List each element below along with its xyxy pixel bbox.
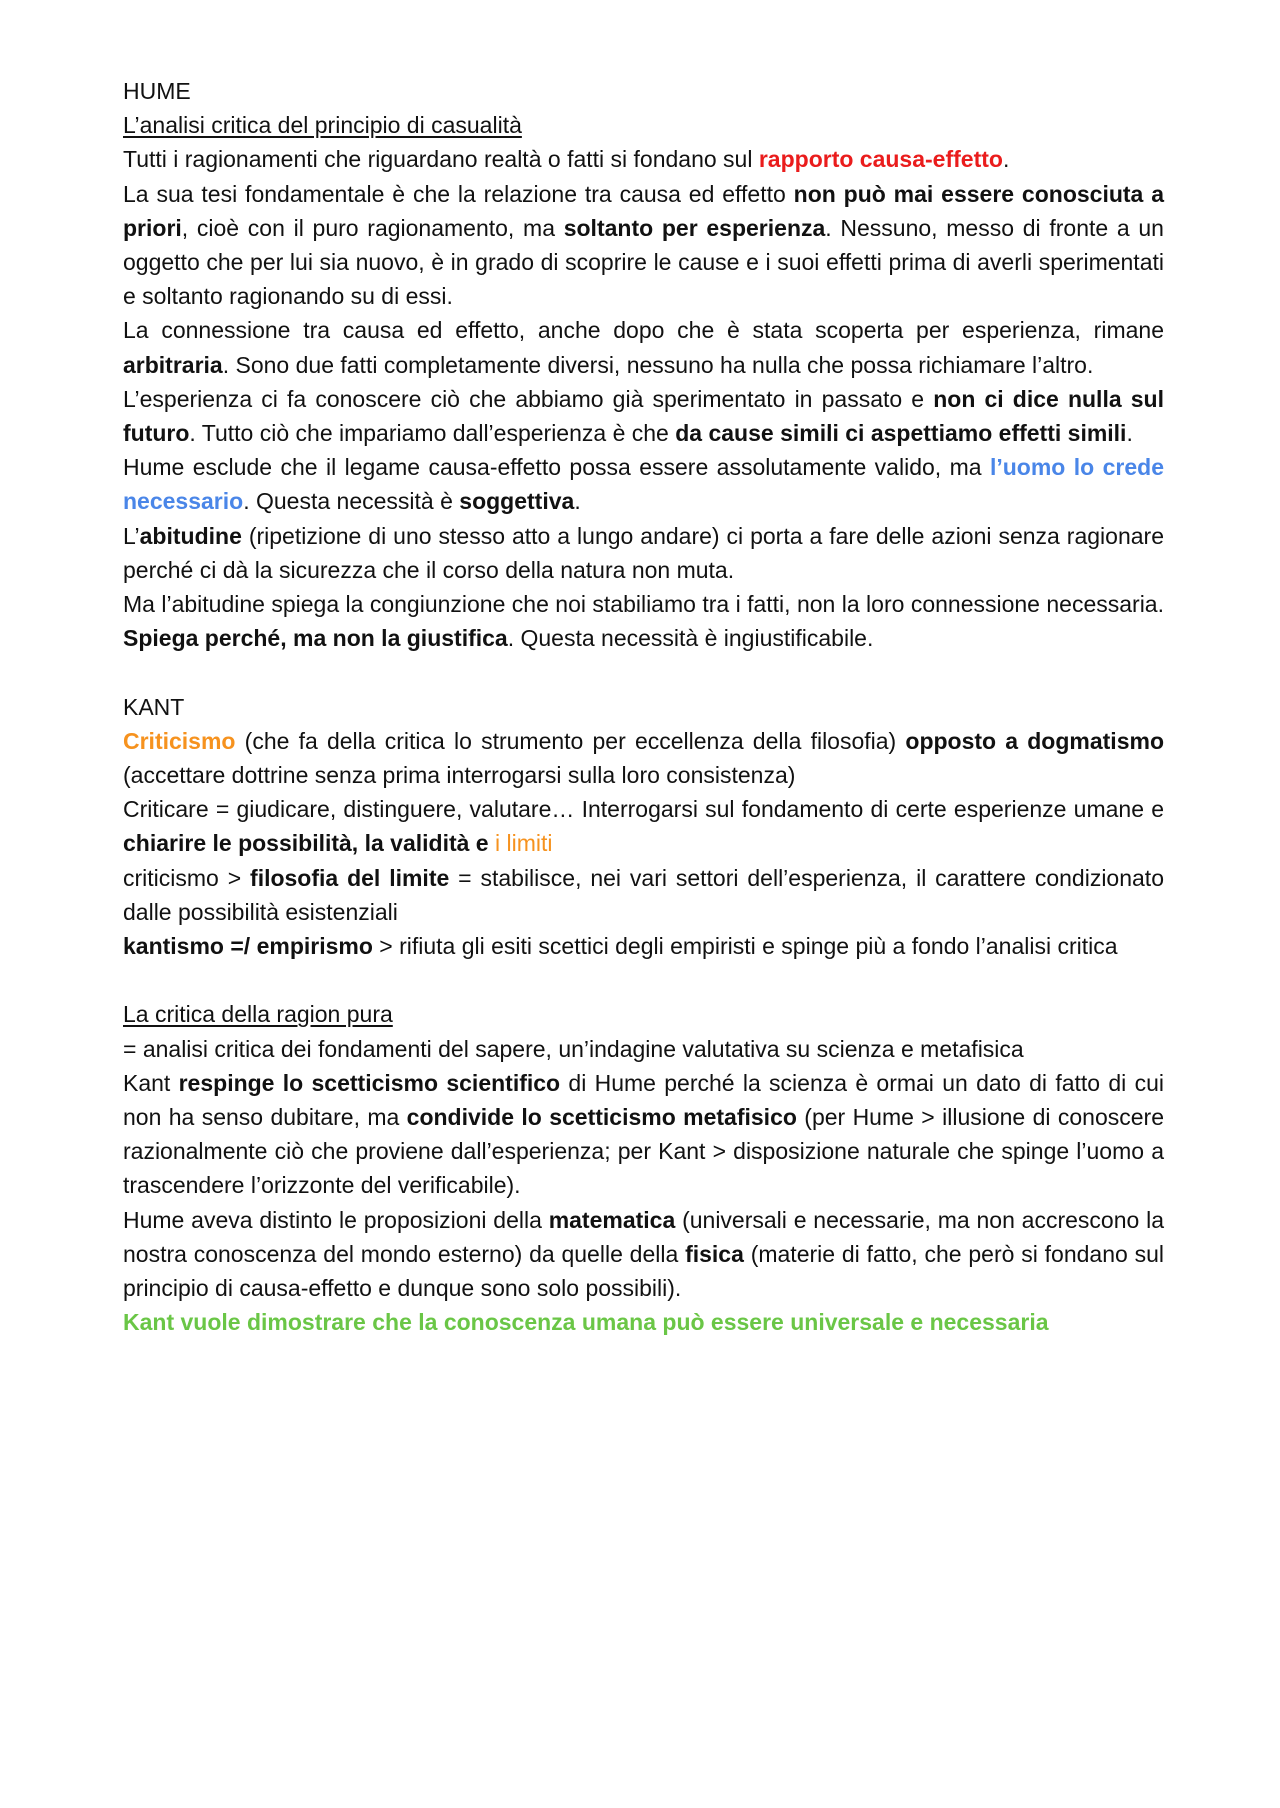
kant-paragraph-2: Criticare = giudicare, distinguere, valutare… Interrogarsi sul fondamento di certe esperienze umane e chiarire le possibilità, la validità e i limiti [123,796,1164,857]
highlight-red: rapporto causa-effetto [758,146,1003,173]
highlight-orange: Criticismo [123,727,236,754]
hume-paragraph-6: L’abitudine (ripetizione di uno stesso atto a lungo andare) ci porta a fare delle azioni senza ragionare perché ci dà la sicurezza che il corso della natura non muta. [123,522,1164,583]
hume-paragraph-7: Ma l’abitudine spiega la congiunzione che noi stabiliamo tra i fatti, non la loro connessione necessaria. Spiega perché, ma non la giustifica. Questa necessità è ingiustificabile. [123,591,1164,652]
critica-paragraph-1: = analisi critica dei fondamenti del sapere, un’indagine valutativa su scienza e metafisica [123,1035,1024,1062]
hume-heading: HUME [123,78,191,104]
highlight-orange-limiti: i limiti [495,830,553,857]
hume-subheading: L’analisi critica del principio di casualità [123,112,522,139]
critica-paragraph-2: Kant respinge lo scetticismo scientifico di Hume perché la scienza è ormai un dato di fatto di cui non ha senso dubitare, ma condivide lo scetticismo metafisico (per Hume > illusione di conoscere razionalmente ciò che proviene dall’esperienza; per Kant > disposizione naturale che spinge l’uomo a trascendere l’orizzonte del verificabile). [123,1069,1164,1199]
critica-conclusion: Kant vuole dimostrare che la conoscenza umana può essere universale e necessaria [123,1309,1049,1336]
critica-heading: La critica della ragion pura [123,1001,393,1028]
kant-heading: KANT [123,693,185,720]
highlight-blue: l’uomo lo crede necessario [123,454,1164,515]
kant-paragraph-4: kantismo =/ empirismo > rifiuta gli esiti scettici degli empiristi e spinge più a fondo l’analisi critica [123,933,1118,960]
kant-paragraph-1: Criticismo (che fa della critica lo strumento per eccellenza della filosofia) opposto a dogmatismo (accettare dottrine senza prima interrogarsi sulla loro consistenza) [123,727,1164,789]
hume-paragraph-5: Hume esclude che il legame causa-effetto possa essere assolutamente valido, ma l’uomo lo crede necessario. Questa necessità è soggettiva. [123,454,1164,515]
hume-paragraph-3: La connessione tra causa ed effetto, anche dopo che è stata scoperta per esperienza, rimane arbitraria. Sono due fatti completamente diversi, nessuno ha nulla che possa richiamare l’altro. [123,317,1164,378]
section-spacer [123,963,1164,997]
hume-paragraph-1: Tutti i ragionamenti che riguardano realtà o fatti si fondano sul rapporto causa-effetto. [123,146,1010,173]
hume-paragraph-4: L’esperienza ci fa conoscere ciò che abbiamo già sperimentato in passato e non ci dice nulla sul futuro. Tutto ciò che impariamo dall’esperienza è che da cause simili ci aspettiamo effetti simili. [123,385,1164,447]
hume-paragraph-2: La sua tesi fondamentale è che la relazione tra causa ed effetto non può mai essere conosciuta a priori, cioè con il puro ragionamento, ma soltanto per esperienza. Nessuno, messo di fronte a un oggetto che per lui sia nuovo, è in grado di scoprire le cause e i suoi effetti prima di averli sperimentati e soltanto ragionando su di essi. [123,180,1164,310]
kant-paragraph-3: criticismo > filosofia del limite = stabilisce, nei vari settori dell’esperienza, il carattere condizionato dalle possibilità esistenziali [123,864,1164,925]
critica-paragraph-3: Hume aveva distinto le proposizioni della matematica (universali e necessarie, ma non accrescono la nostra conoscenza del mondo esterno) da quelle della fisica (materie di fatto, che però si fondano sul principio di causa-effetto e dunque sono solo possibili). [123,1206,1164,1302]
section-spacer [123,655,1164,689]
